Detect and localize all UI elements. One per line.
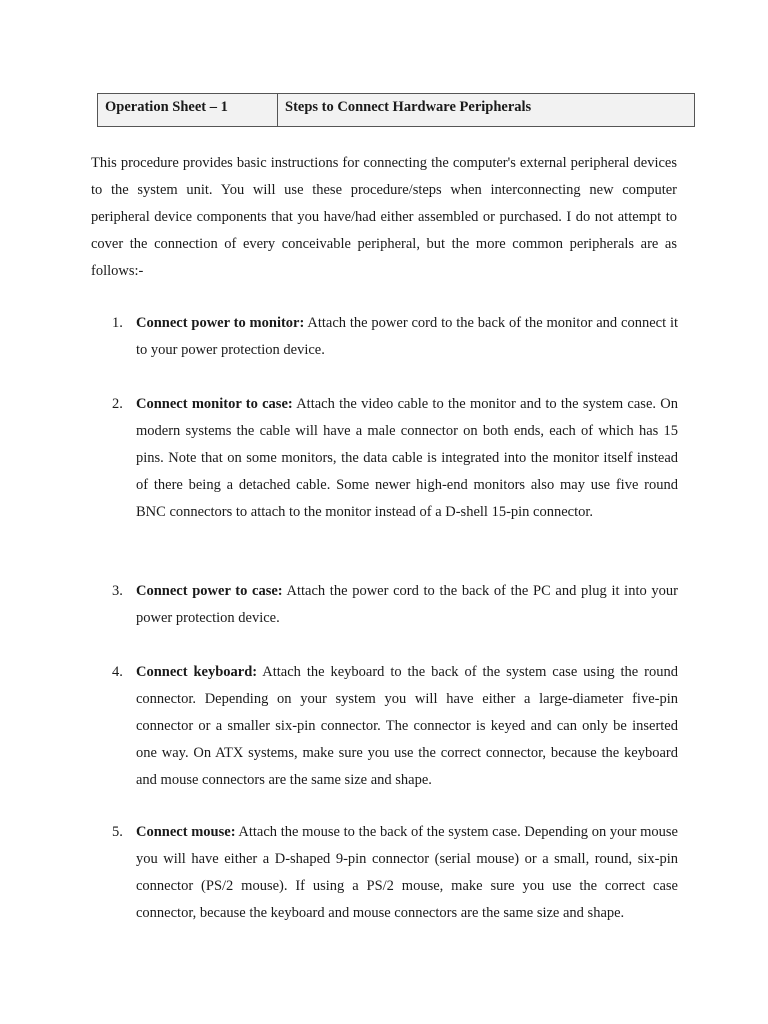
sheet-title-cell: Steps to Connect Hardware Peripherals [285, 99, 532, 115]
step-item-1 [112, 310, 678, 364]
step-text [136, 310, 678, 364]
step-text [136, 391, 678, 526]
step-lead: Connect monitor to case: [136, 396, 293, 412]
step-item-4 [112, 659, 678, 794]
step-item-2 [112, 391, 678, 526]
step-lead: Connect power to case: [136, 583, 283, 599]
step-number: 1. [112, 315, 123, 331]
step-number: 4. [112, 664, 123, 680]
step-number: 5. [112, 824, 123, 840]
step-lead: Connect power to monitor: [136, 315, 305, 331]
intro-paragraph: This procedure provides basic instructions for connecting the computer's external peripheral devices to the system unit. You will use these procedure/steps when interconnecting new computer peripheral device components that you have/had either assembled or purchased. I do not attempt to cover the connection of every conceivable peripheral, but the more common peripherals are as follows:- [91, 155, 677, 279]
step-body: Attach the power cord to the back of the PC and plug it into your power protection device. [136, 583, 678, 626]
step-body: Attach the power cord to the back of the monitor and connect it to your power protection device. [136, 315, 678, 358]
step-text [136, 578, 678, 632]
step-body: Attach the keyboard to the back of the system case using the round connector. Depending on your system you will have either a large-diameter five-pin connector or a smaller six-pin connector. The connector is keyed and can only be inserted one way. On ATX systems, make sure you use the correct connector, because the keyboard and mouse connectors are the same size and shape. [136, 664, 678, 788]
step-body: Attach the video cable to the monitor and to the system case. On modern systems the cable will have a male connector on both ends, each of which has 15 pins. Note that on some monitors, the data cable is integrated into the monitor itself instead of there being a detached cable. Some newer high-end monitors also may use five round BNC connectors to attach to the monitor instead of a D-shell 15-pin connector. [136, 396, 678, 520]
step-lead: Connect keyboard: [136, 664, 258, 680]
step-text [136, 819, 678, 927]
step-number: 2. [112, 396, 123, 412]
operation-sheet-header [97, 93, 695, 127]
step-body: Attach the mouse to the back of the system case. Depending on your mouse you will have either a D-shaped 9-pin connector (serial mouse) or a small, round, six-pin connector (PS/2 mouse). If using a PS/2 mouse, make sure you use the correct case connector, because the keyboard and mouse connectors are the same size and shape. [136, 824, 678, 921]
sheet-number-cell: Operation Sheet – 1 [98, 94, 278, 126]
step-number: 3. [112, 583, 123, 599]
step-item-3 [112, 578, 678, 632]
step-item-5 [112, 819, 678, 927]
step-lead: Connect mouse: [136, 824, 236, 840]
step-text [136, 659, 678, 794]
